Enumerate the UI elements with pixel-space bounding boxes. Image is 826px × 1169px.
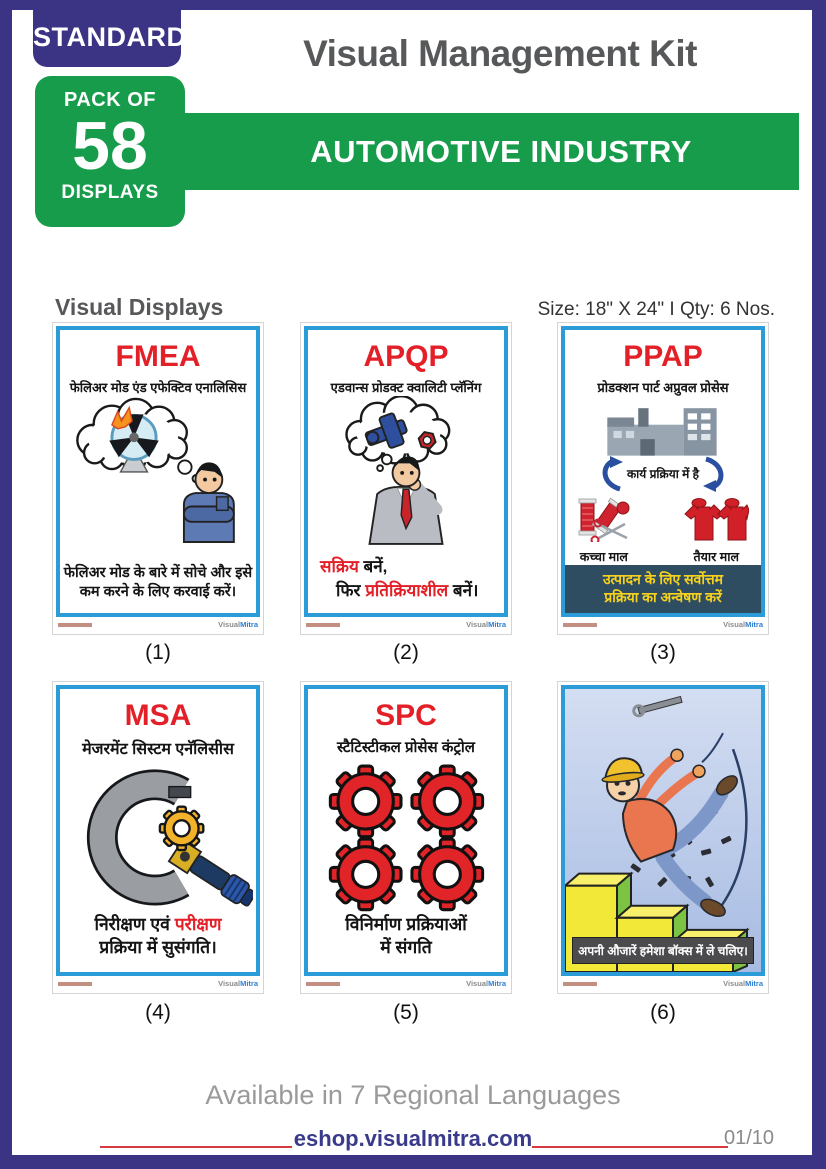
process-row xyxy=(565,456,761,492)
visualmitra-logo: VisualMitra xyxy=(218,619,258,629)
section-heading: Visual Displays xyxy=(55,294,224,320)
poster-code-smudge xyxy=(58,982,92,986)
poster-footer xyxy=(561,617,765,631)
poster-title: MSA xyxy=(124,699,192,732)
poster-footer xyxy=(56,976,260,990)
poster-number-2: (2) xyxy=(393,641,419,664)
poster-subtitle: एडवान्स प्रोडक्ट क्वालिटी प्लॅनिंग xyxy=(330,380,482,395)
poster-banner: उत्पादन के लिए सर्वोत्तम प्रक्रिया का अन्वेषण करें xyxy=(563,565,763,613)
poster-title: SPC xyxy=(375,699,437,732)
size-qty-label: Size: 18" X 24" I Qty: 6 Nos. xyxy=(537,299,775,320)
cycle-arrow-left-icon xyxy=(598,456,624,492)
page-number: 01/10 xyxy=(724,1127,775,1149)
visualmitra-logo: VisualMitra xyxy=(466,978,506,988)
poster-footer xyxy=(56,617,260,631)
poster-code-smudge xyxy=(306,623,340,627)
raw-material-item xyxy=(577,496,631,565)
finished-goods-icon xyxy=(683,496,749,542)
poster-card-safety xyxy=(557,681,769,994)
poster-card-ppap xyxy=(557,322,769,635)
visualmitra-logo: VisualMitra xyxy=(723,978,763,988)
poster-frame xyxy=(304,326,508,617)
factory-icon xyxy=(601,402,725,456)
falling-worker-scene xyxy=(565,689,761,972)
falling-worker-illustration xyxy=(565,689,761,972)
visualmitra-logo: VisualMitra xyxy=(723,619,763,629)
poster-card-apqp xyxy=(300,322,512,635)
poster-subtitle: फेलिअर मोड एंड एफेक्टिव एनालिसिस xyxy=(69,380,247,395)
poster-title: FMEA xyxy=(115,340,201,373)
visualmitra-logo: VisualMitra xyxy=(466,619,506,629)
poster-number-1: (1) xyxy=(145,641,171,664)
poster-frame xyxy=(56,685,260,976)
industry-banner: AUTOMOTIVE INDUSTRY xyxy=(118,113,799,190)
standard-badge: STANDARD xyxy=(33,10,181,67)
poster-caption: विनिर्माण प्रक्रियाओं में संगति xyxy=(345,913,467,958)
page-title: Visual Management Kit xyxy=(303,33,697,74)
poster-caption: फेलिअर मोड के बारे में सोचे और इसे कम करने के लिए करवाई करें। xyxy=(63,564,253,601)
msa-micrometer-illustration xyxy=(63,763,253,913)
pack-count-badge xyxy=(35,76,185,227)
poster-card-fmea xyxy=(52,322,264,635)
poster-footer xyxy=(304,617,508,631)
finished-goods-item xyxy=(683,496,749,565)
poster-code-smudge xyxy=(306,982,340,986)
poster-card-msa xyxy=(52,681,264,994)
raw-material-label: कच्चा माल xyxy=(579,549,628,564)
process-label: कार्य प्रक्रिया में है xyxy=(626,467,700,482)
poster-subtitle: प्रोडक्शन पार्ट अप्रुवल प्रोसेस xyxy=(597,380,729,395)
poster-subtitle: मेजरमेंट सिस्टम एनॅलिसीस xyxy=(82,741,234,758)
poster-caption: सक्रिय बनें, फिर प्रतिक्रियाशील बनें। xyxy=(320,557,479,601)
raw-material-icon xyxy=(577,496,631,542)
poster-frame xyxy=(304,685,508,976)
fmea-illustration xyxy=(62,396,254,544)
apqp-illustration xyxy=(310,396,502,546)
poster-number-6: (6) xyxy=(650,1001,676,1024)
poster-code-smudge xyxy=(58,623,92,627)
poster-card-spc xyxy=(300,681,512,994)
poster-footer xyxy=(304,976,508,990)
poster-caption: निरीक्षण एवं परीक्षण प्रक्रिया में सुसंगति। xyxy=(94,913,222,958)
availability-note: Available in 7 Regional Languages xyxy=(205,1080,621,1110)
website-link[interactable]: eshop.visualmitra.com xyxy=(293,1126,533,1151)
cycle-arrow-right-icon xyxy=(702,456,728,492)
poster-number-5: (5) xyxy=(393,1001,419,1024)
poster-number-4: (4) xyxy=(145,1001,171,1024)
spc-gears-illustration xyxy=(318,763,494,913)
pack-count-number: 58 xyxy=(72,108,148,184)
poster-number-3: (3) xyxy=(650,641,676,664)
finished-goods-label: तैयार माल xyxy=(693,549,739,564)
poster-code-smudge xyxy=(563,982,597,986)
poster-title: PPAP xyxy=(623,340,703,373)
pack-of-label: PACK OF xyxy=(63,89,156,111)
poster-frame xyxy=(561,685,765,976)
poster-frame xyxy=(56,326,260,617)
visualmitra-logo: VisualMitra xyxy=(218,978,258,988)
poster-footer xyxy=(561,976,765,990)
footer-divider-right xyxy=(532,1146,728,1148)
poster-code-smudge xyxy=(563,623,597,627)
poster-title: APQP xyxy=(363,340,449,373)
pack-displays-label: DISPLAYS xyxy=(61,182,159,203)
poster-subtitle: स्टैटिस्टीकल प्रोसेस कंट्रोल xyxy=(337,739,475,756)
materials-row xyxy=(577,496,749,565)
poster-frame xyxy=(561,326,765,617)
poster-banner: अपनी औजारें हमेशा बॉक्स में ले चलिए। xyxy=(572,937,754,964)
